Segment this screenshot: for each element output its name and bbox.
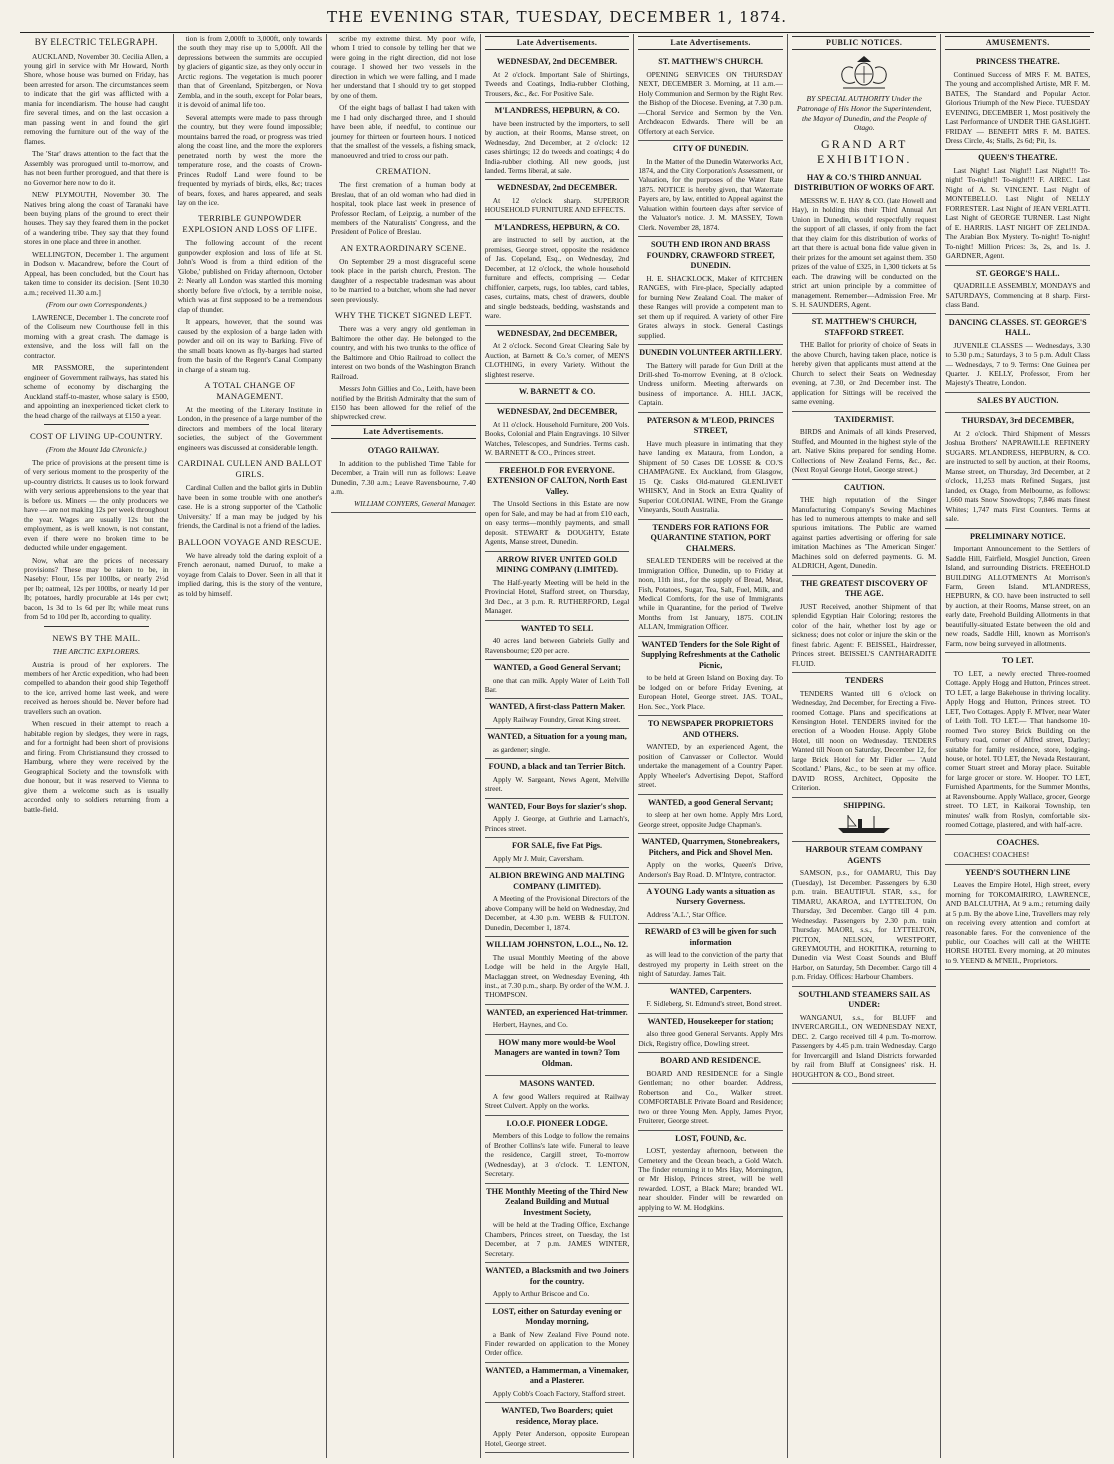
ad-heading: WANTED TO SELL — [520, 623, 594, 633]
ad-body: QUADRILLE ASSEMBLY, MONDAYS and SATURDAYS, Commencing at 8 sharp. First-class Band. — [945, 281, 1091, 310]
news-paragraph: NEW PLYMOUTH, November 30. The Natives bring along the coast of Taranaki have been buying plans of the ground to erect their houses. They say they feared them in the pocket of a wandering tribe. They say that they found stores in one place and three in another. — [24, 190, 169, 247]
ad-heading: DUNEDIN VOLUNTEER ARTILLERY. — [639, 348, 782, 358]
news-paragraph: It appears, however, that the sound was caused by the explosion of a barge laden with powder and oil on its way to Barking. Five of the small boats known as fly-barges had started from the basin of the Regent's Canal Company in charge of a steam tug. — [177, 317, 323, 374]
advertisement — [638, 413, 783, 520]
ad-heading: HOW many more would-be Wool Managers are wanted in town? Tom Oldman. — [494, 1037, 620, 1068]
ad-heading: WANTED, Two Boarders; quiet residence, Moray place. — [501, 1406, 613, 1426]
ad-body: BIRDS and Animals of all kinds Preserved, Stuffed, and Mounted in the highest style of the art. Native Skins prepared for sending Home. Collections of New Zealand Ferns, &c., &c. (Next Royal George Hotel, George street.) — [791, 427, 937, 475]
advertisement — [638, 1053, 783, 1130]
advertisement — [638, 54, 783, 141]
ad-body: 40 acres land between Gabriels Gully and Ravensbourne; £20 per acre. — [484, 636, 630, 655]
advertisement — [485, 1035, 630, 1077]
ad-heading: WEDNESDAY, 2nd DECEMBER, — [496, 328, 618, 338]
ad-heading: CAUTION. — [843, 482, 885, 492]
advertisement — [792, 576, 937, 673]
news-paragraph: The price of provisions at the present time is of very serious moment to the prosperity of the up-country districts. It causes us to look forward with very serious apprehensions to the year that is before us. Miners — the only producers we have — are not making 12s per week throughout the year. Wages are usually 12s but the employment, as is well known, is not constant, even if there were no broken time to be deducted while under engagement. — [24, 457, 169, 553]
ad-body: LOST, yesterday afternoon, between the Cemetery and the Ocean beach, a Gold Watch. The finder returning it to Mrs Hay, Mornington, or Mr Hislop, Princes street, will be well rewarded. LOST, a Black Mare; branded WL near shoulder. Finder will be rewarded on applying to W. M. Hodgkins. — [638, 1146, 783, 1212]
ad-heading: W. BARNETT & CO. — [518, 386, 596, 396]
ad-heading: OTAGO RAILWAY. — [367, 446, 440, 456]
advertisement — [485, 729, 630, 759]
ad-heading: WEDNESDAY, 2nd DECEMBER, — [496, 407, 618, 417]
advertisement — [485, 384, 630, 405]
news-paragraph: The 'Star' draws attention to the fact that the Assembly was prorogued until to-morrow, and has not been further prorogued, and that there is no Governor here now to do it. — [24, 149, 169, 187]
advertisement — [485, 1403, 630, 1453]
column-6 — [788, 34, 942, 1458]
section-heading: COST OF LIVING UP-COUNTRY. — [29, 431, 163, 442]
ad-heading: M'LANDRESS, HEPBURN, & CO. — [494, 106, 620, 116]
column-2 — [174, 34, 328, 1458]
ad-signature: WILLIAM CONYERS, General Manager. — [354, 498, 476, 508]
ad-heading: MASONS WANTED. — [519, 1079, 595, 1089]
advertisement — [638, 884, 783, 924]
advertisement — [945, 266, 1090, 315]
news-paragraph: Several attempts were made to pass through the country, but they were found impossible; mountains barred the road, or progress was tried along the coast line, and the more the explorers penetrated north by west the more the temperature rose, and the coasts of Crown-Princes Rudolf Land were found to be frequented by myriads of birds, elks, &c; traces of bears, foxes, and hares appeared, and seals lay on the ice. — [177, 112, 323, 207]
advertisement — [792, 987, 937, 1084]
ad-heading: CITY OF DUNEDIN. — [672, 144, 749, 154]
ad-body: Apply on the works, Queen's Drive, Anderson's Bay Road. D. M'Intyre, contractor. — [638, 860, 783, 879]
ad-body: Leaves the Empire Hotel, High street, every morning for TOKOMAIRIRO, LAWRENCE, AND BALCLUTHA, At 9 a.m.; returning daily at 5 p.m. By the above Line, Travellers may rely on receiving every attention and comfort at reasonable fares. For the convenience of the public, our Coaches will call at the WHITE HORSE HOTEL Every morning, at 20 minutes to 9. YEEND & M'NEIL, Proprietors. — [945, 880, 1091, 965]
ads-list — [485, 54, 630, 1453]
advertisement — [792, 480, 937, 576]
advertisement — [485, 1184, 630, 1263]
ad-heading: TENDERS FOR RATIONS FOR QUARANTINE STATION, PORT CHALMERS. — [650, 522, 771, 553]
ad-body: OPENING SERVICES ON THURSDAY NEXT, DECEMBER 3. Morning, at 11 a.m.—Holy Communion and Sermon by the Right Rev. the Bishop of the Diocese. Evening, at 7.30 p.m.—Choral Service and Sermon by the Ven. Archdeacon Edwards. There will be an Offertory at each Service. — [638, 69, 783, 136]
ad-heading: LOST, FOUND, &c. — [675, 1133, 747, 1143]
subheading: (From our own Correspondents.) — [45, 300, 147, 310]
ad-body: JUST Received, another Shipment of that splendid Egyptian Hair Coloring; restores the color of the hair, whether lost by age or sickness; does not color or injure the skin or the finest fabric. Agent: F. BEISSEL, Hairdresser, Princes street. BEISSEL'S CANTHARADITE FLUID. — [791, 601, 937, 668]
divider — [44, 424, 149, 425]
amusements-banner: AMUSEMENTS. — [945, 36, 1090, 50]
ad-body: have been instructed by the importers, to sell by auction, at their Rooms, Manse street, on Wednesday, 2nd December, at 2 o'clock: 12 cases shirtings; 12 do tweeds and coatings; 4 do India-rubber clothing. All new goods, just landed. Terms liberal, at sale. — [484, 118, 630, 175]
ad-body: SAMSON, p.s., for OAMARU, This Day (Tuesday), 1st December. Passengers by 6.30 p.m. train. BEAUTIFUL STAR, s.s., for TIMARU, AKAROA, and LYTTELTON, On Thursday, 3rd December. Cargo till 4 p.m. Wednesday. Passengers by 2.30 p.m. train Thursday. MAORI, s.s., for LYTTELTON, PICTON, NELSON, WESTPORT, GREYMOUTH, and HOKITIKA, returning to Dunedin via West Coast Sounds and Bluff Harbor, on Saturday, 5th December. Cargo till 4 p.m. Friday. Offices: Harbour Chambers. — [791, 868, 937, 982]
advertisement — [485, 759, 630, 798]
ad-body: THE high reputation of the Singer Manufacturing Company's Sewing Machines has led to numerous attempts to make and sell spurious imitations. The Public are warned against parties advertising or offering for sale imitation Machines as 'The American Singer.' Machines sold on deferred payments. G. M. ALDRICH, Agent, Dunedin. — [791, 495, 937, 571]
advertisement — [638, 237, 783, 345]
ad-body: At 2 o'clock. Third Shipment of Messrs Joshua Brothers' NAPRAWILLE REFINERY SUGARS. M'LANDRESS, HEPBURN, & CO. are instructed to sell by auction, at their Rooms, Manse street, on Thursday, 3rd December, at 2 o'clock, 11,253 mats Refined Sugars, just landed, ex Otago, from Melbourne, as follows: 1,660 mats Snow Snowdrops; 7,846 mats finest Whites; 1,747 mats First Counters. Terms at sale. — [945, 428, 1091, 524]
ad-body: BOARD AND RESIDENCE for a Single Gentleman; no other boarder. Address, Robertson and Co., Walker street. COMFORTABLE Private Board and Residence; two or three Young Men. Apply, James Pryor, Fruiterer, George street. — [638, 1068, 783, 1126]
late-ads-banner: Late Advertisements. — [331, 425, 476, 439]
section-heading: TERRIBLE GUNPOWDER EXPLOSION AND LOSS OF LIFE. — [182, 213, 318, 235]
late-ads-banner: Late Advertisements. — [485, 36, 630, 50]
ad-heading: WILLIAM JOHNSTON, L.O.L., No. 12. — [486, 940, 629, 950]
ad-body: as gardener; single. — [492, 744, 550, 754]
ad-body: SEALED TENDERS will be received at the Immigration Office, Dunedin, up to Friday at noon, 11th inst., for the supply of Bread, Meat, Fish, Potatoes, Sugar, Tea, Salt, Fuel, Milk, and Medical Comforts, for the use of Immigrants while in Quarantine, for the period of Twelve Months from 1st January, 1875. COLIN ALLAN, Immigration Officer. — [638, 556, 783, 632]
ad-body: WANTED, by an experienced Agent, the position of Canvasser or Collector. Would undertake the management of a Country Paper. Apply Wheeler's Advertising Depot, Stafford street. — [638, 742, 783, 790]
advertisement — [485, 868, 630, 937]
ad-heading: WANTED, a good General Servant; — [647, 797, 774, 807]
ads-list — [638, 54, 783, 1217]
ad-heading: ARROW RIVER UNITED GOLD MINING COMPANY (LIMITED). — [495, 554, 619, 575]
news-paragraph: There was a very angry old gentleman in Baltimore the other day. He belonged to the country, and with his two trunks to the office of the Baltimore and Ohio Railroad to collect the interest on two bonds of the Washington Branch Railroad. — [331, 324, 476, 381]
ad-heading: SOUTHLAND STEAMERS SAIL AS UNDER: — [798, 989, 931, 1010]
ad-heading: WANTED, a Situation for a young man, — [487, 732, 627, 742]
section-heading: AN EXTRAORDINARY SCENE. — [340, 242, 467, 253]
ad-body: as will lead to the conviction of the party that destroyed my property in Leith street on the night of Saturday. James Tait. — [638, 950, 783, 979]
news-paragraph: The first cremation of a human body at Breslau, that of an old woman who had died in hospital, took place last week in presence of Professor Reclam, of Leipzig, a number of the members of the Naturalists' Congress, and the President of Police of Breslau. — [331, 180, 476, 237]
ad-heading: ALBION BREWING AND MALTING COMPANY (LIMITED). — [489, 871, 625, 891]
advertisement — [485, 1005, 630, 1035]
ad-body: THE Ballot for priority of choice of Seats in the above Church, having taken place, notice is hereby given that applicants must attend at the Church to select their Seats on Wednesday evening, at 7.30, or 2nd December inst. The application for Sittings will be received the same evening. — [791, 340, 937, 407]
advertisement — [485, 1263, 630, 1303]
advertisement — [638, 795, 783, 834]
section-heading: NEWS BY THE MAIL. — [52, 632, 141, 643]
ad-body: a Bank of New Zealand Five Pound note. Finder rewarded on application to the Money Order office. — [484, 1329, 630, 1358]
advertisement — [485, 463, 630, 552]
news-paragraph: When rescued in their attempt to reach a habitable region by sledges, they were in rags, and for a fortnight had been short of provisions and firing. From Christiansund they crossed to Hamburg, where they were received by the Geographical Society and the townsfolk with due honour, but it was reserved to Vienna to give them a welcome such as is usually accorded only to soldiers returning from a battle-field. — [24, 719, 169, 814]
ad-heading: TENDERS — [844, 676, 884, 686]
late-ads-banner: Late Advertisements. — [638, 36, 783, 50]
ad-body: are instructed to sell by auction, at the premises, George street, opposite the residence of Jas. Copeland, Esq., on Wednesday, 2nd December, at 12 o'clock, the whole household furniture and effects, comprising — Cedar chiffonier, carpets, rugs, loo tables, card tables, cases, curtains, mats, chest of drawers, double and single bedsteads, bedding, washstands and ware. — [484, 235, 630, 321]
ad-heading: BOARD AND RESIDENCE. — [660, 1056, 761, 1066]
masthead-title: THE EVENING STAR, TUESDAY, DECEMBER 1, 1874. — [326, 8, 788, 26]
ad-body: to sleep at her own home. Apply Mrs Lord, George street, opposite Judge Chapman's. — [638, 810, 783, 829]
ad-heading: WANTED, A first-class Pattern Maker. — [488, 702, 626, 712]
advertisement — [485, 621, 630, 660]
advertisement — [792, 798, 937, 843]
advertisement — [792, 170, 937, 315]
news-paragraph: tion is from 2,000ft to 3,000ft, only towards the south they may rise up to 5,000ft. All the depressions between the summits are occupied by glaciers of gigantic size, as they only occur in Arctic regions. The vegetation is much poorer than that of Greenland, Spitzbergen, or Nova Zembla, and in the south, except for Polar bears, it is devoid of animal life too. — [177, 34, 323, 110]
advertisement — [638, 345, 783, 413]
advertisement — [792, 314, 937, 411]
news-paragraph: Messrs John Gillies and Co., Leith, have been notified by the British Admiralty that the sum of £150 has been allowed for the relief of the shipwrecked crew. — [331, 384, 476, 422]
advertisement — [638, 984, 783, 1014]
advertisement — [638, 1131, 783, 1218]
ad-heading: WANTED, a Good General Servant; — [493, 663, 621, 673]
ad-heading: YEEND'S SOUTHERN LINE — [964, 867, 1071, 877]
news-paragraph: The following account of the recent gunpowder explosion and loss of life at St. John's Wood is from a third edition of the 'Globe,' published on Friday afternoon, October 2: Nearly all London was startled this morning shortly before five o'clock, by a terrible noise, which was at first supposed to be a tremendous clap of thunder. — [177, 238, 323, 314]
ad-body: Apply Cobb's Coach Factory, Stafford street. — [492, 1388, 626, 1398]
ad-body: A few good Wallers required at Railway Street Culvert. Apply on the works. — [484, 1091, 630, 1111]
telegraph-heading: BY ELECTRIC TELEGRAPH. — [34, 37, 158, 47]
advertisement — [485, 1304, 630, 1363]
ad-heading: WANTED, Housekeeper for station; — [647, 1016, 774, 1026]
ad-heading: HARBOUR STEAM COMPANY AGENTS — [805, 845, 923, 865]
ad-heading: TO NEWSPAPER PROPRIETORS AND OTHERS. — [647, 719, 774, 739]
ad-heading: FOR SALE, five Fat Pigs. — [511, 841, 603, 851]
news-paragraph: Of the eight bags of ballast I had taken with me I had only discharged three, and I should have been able, if needful, to continue our journey for thirteen or fourteen hours. I noticed that the smallest of the vessels, a fishing smack, manoeuvred and tried to cross our path. — [331, 103, 476, 160]
ad-body: Herbert, Haynes, and Co. — [492, 1020, 568, 1030]
ad-heading: WEDNESDAY, 2nd DECEMBER. — [496, 57, 618, 67]
advertisement — [485, 838, 630, 868]
advertisement — [792, 842, 937, 987]
news-paragraph: Austria is proud of her explorers. The members of her Arctic expedition, who had been compelled to abandon their good ship Tegethoff to the ice, arrived home last week, and were received as heroes should be. Never before had travellers such an ovation. — [24, 659, 169, 716]
ad-heading: WANTED, Four Boys for slazier's shop. — [487, 801, 627, 811]
ad-body: Apply J. George, at Guthrie and Larnach's, Princes street. — [484, 814, 630, 833]
ad-body: F. Sidleberg, St. Edmund's street, Bond street. — [646, 999, 782, 1009]
ad-body: Apply to Arthur Briscoe and Co. — [492, 1289, 590, 1299]
ad-heading: I.O.O.F. PIONEER LODGE. — [506, 1118, 608, 1128]
advertisement — [792, 673, 937, 798]
news-paragraph: On September 29 a most disgraceful scene took place in the parish church, Preston. The daughter of a respectable tradesman was about to be married to a butcher, whom she had never seen previously. — [331, 256, 476, 304]
masthead — [20, 8, 1094, 33]
ad-heading: HAY & CO.'S THIRD ANNUAL DISTRIBUTION OF WORKS OF ART. — [794, 172, 935, 193]
ad-heading: WANTED, Carpenters. — [669, 986, 752, 996]
ad-heading: PATERSON & M'LEOD, PRINCES STREET, — [646, 415, 775, 436]
ad-body: The Half-yearly Meeting will be held in the Provincial Hotel, Stafford street, on Thursday, 3rd Dec., at 3 p.m. R. RUTHERFORD, Legal Manager. — [484, 577, 630, 616]
ad-body: At 11 o'clock. Household Furniture, 200 Vols. Books, Colonial and Plain Engravings. 10 Silver Watches, Telescopes, and Sundries. Terms cash. W. BARNETT & CO., Princes street. — [484, 419, 630, 458]
ad-body: In the Matter of the Dunedin Waterworks Act, 1874, and the City Corporation's Assessment, or Valuation, for the purposes of the Water Rate 1875. NOTICE is hereby given, that Waterrate Payers are, by law, entitled to Appeal against the Valuation within fourteen days after service of the Valuator's notice. J. M. MASSEY, Town Clerk. November 28, 1874. — [638, 156, 783, 232]
ad-heading: WANTED Tenders for the Sole Right of Supplying Refreshments at the Catholic Picnic, — [641, 639, 781, 670]
section-heading: CARDINAL CULLEN AND BALLOT GIRLS. — [177, 458, 322, 480]
ad-heading: WANTED, Quarrymen, Stonebreakers, Pitchers, and Pick and Shovel Men. — [641, 837, 780, 857]
ad-heading: QUEEN'S THEATRE. — [978, 153, 1058, 163]
ad-heading: REWARD of £3 will be given for such information — [644, 927, 777, 947]
ad-body: Apply Peter Anderson, opposite European Hotel, George street. — [484, 1429, 630, 1448]
ad-body: also three good General Servants. Apply Mrs Dick, Registry office, Dowling street. — [638, 1029, 783, 1048]
news-paragraph: LAWRENCE, December 1. The concrete roof of the Coliseum new Courthouse fell in this morning with a great crash. The damage is extensive, and the loss will fall on the contractor. — [24, 312, 169, 360]
advertisement — [485, 937, 630, 1005]
ad-body: Apply W. Sargeant, News Agent, Melville street. — [484, 774, 630, 794]
advertisement — [638, 924, 783, 983]
news-paragraph: At the meeting of the Literary Institute in London, in the presence of a large number of the directors and members of the local literary societies, the subject of the Government engineers was discussed at considerable length. — [177, 405, 323, 452]
column-1 — [20, 34, 174, 1458]
news-paragraph: Now, what are the prices of necessary provisions? These may be taken to be, in Naseby: Flour, 15s per 100lbs, or nearly 2½d per lb; oatmeal, 12s per 100lbs, or nearly 1d per lb; potatoes, hardly procurable at 14s per cwt; bacon, 1s 3d to 1s 6d per lb; while meat runs from 5d to 10d per lb, according to quality. — [24, 555, 169, 622]
ad-body: At 2 o'clock. Second Great Clearing Sale by Auction, at Barnett & Co.'s corner, of MEN'S CLOTHING, in every Variety. Without the slightest reserve. — [484, 341, 630, 379]
ad-body: TENDERS Wanted till 6 o'clock on Wednesday, 2nd December, for Erecting a Five-roomed Cottage. Plans and specifications at Kensington Hotel. TENDERS invited for the erection of a Wooden House. Apply Globe Hotel, till noon on Wednesday. TENDERS Wanted till Noon on Saturday, December 12, for large Brick Hotel for Mr Fidler — 'Auld Scotland.' Plans, &c., to be seen at my office. DAVID ROSS, Architect, Opposite the Criterion. — [791, 688, 937, 793]
ads-list — [945, 54, 1090, 970]
advertisement — [945, 835, 1090, 865]
section-heading: CREMATION. — [375, 166, 432, 177]
advertisement — [485, 1116, 630, 1184]
ad-heading: DANCING CLASSES. ST. GEORGE'S HALL. — [948, 317, 1087, 338]
advertisement — [485, 326, 630, 384]
ad-body: one that can milk. Apply Water of Leith Toll Bar. — [484, 675, 630, 694]
royal-patronage: BY SPECIAL AUTHORITY Under the Patronage of His Honor the Superintendent, the Mayor of Dunedin, and the People of Otago. — [796, 94, 932, 133]
news-paragraph: We have already told the daring exploit of a French aeronaut, named Duruof, to make a voyage from Calais to Dover. Seen in all that it implied daring, this is the story of the venture, as told by himself. — [177, 550, 323, 598]
advertisement — [485, 699, 630, 729]
ad-body: JUVENILE CLASSES — Wednesdays, 3.30 to 5.30 p.m.; Saturdays, 3 to 5 p.m. Adult Class — Wednesdays, 7 to 9. Terms: One Guinea per Quarter. J. KELLY, Professor, From her Majesty's Theatre, London. — [945, 340, 1091, 388]
ad-heading: WANTED, an experienced Hat-trimmer. — [486, 1007, 628, 1017]
advertisement — [945, 865, 1090, 971]
column-5 — [634, 34, 788, 1458]
ads-list — [792, 170, 937, 1084]
ad-body: In addition to the published Time Table for December, a Train will run as follows: Leave Dunedin, 7.30 a.m.; Leave Ravensbourne, 7.40 a.m. — [331, 458, 476, 497]
section-heading: A TOTAL CHANGE OF MANAGEMENT. — [204, 380, 296, 401]
advertisement — [638, 520, 783, 637]
ad-heading: SOUTH END IRON AND BRASS FOUNDRY, CRAWFORD STREET, DUNEDIN. — [646, 240, 775, 271]
ad-heading: WEDNESDAY, 2nd DECEMBER. — [496, 183, 618, 193]
public-notices-banner: PUBLIC NOTICES. — [792, 36, 937, 50]
ad-heading: COACHES. — [996, 837, 1040, 847]
advertisement — [485, 103, 630, 180]
ad-body: The Unsold Sections in this Estate are now open for Sale, and may be had at from £10 each, on easy terms—monthly payments, and small deposit. STEWART & DOUGHTY, Estate Agents, Manse street, Dunedin. — [484, 499, 630, 547]
divider — [44, 626, 149, 627]
advertisement — [331, 443, 476, 513]
advertisement — [638, 834, 783, 884]
subheading: (From the Mount Ida Chronicle.) — [46, 445, 147, 455]
advertisement — [945, 653, 1090, 834]
ad-heading: FOUND, a black and tan Terrier Bitch. — [488, 762, 626, 772]
ad-body: to be held at Green Island on Boxing day. To be lodged on or before Friday Evening, at European Hotel, George street. JAS. TOAL, Hon. Sec., York Place. — [638, 673, 783, 711]
ad-body: Members of this Lodge to follow the remains of Brother Collins's late wife. Funeral to leave the residence, Cargill street, To-morrow (Wednesday), at 3 o'clock. T. LENTON, Secretary. — [484, 1131, 630, 1179]
advertisement — [485, 54, 630, 103]
ad-body: TO LET, a newly erected Three-roomed Cottage. Apply Hogg and Hutton, Princes street. TO LET, a large Bakehouse in thriving locality. Apply Hogg and Hutton, Princes street. TO LET, Two Cottages. Apply F. M'Iver, near Water of Leith Toll. TO LET.— That handsome 10-roomed Two storey Brick Building on the Forbury road, corner of Alfred street, Darley; suitable for family residence, store, lodging-house, or hotel. TO LET, the Nevada Restaurant, corner Stuart street and Moray place. Suitable for large grocer or store. W. Hooper. TO LET, Furnished Apartments, for the Summer Months, at Ravensbourne. Apply Wallace, grocer, George street. TO LET, in Kaikorai Township, ten minutes' walk from Roslyn, comfortable six-roomed Cottage, plastered, and with half-acre. — [945, 668, 1091, 830]
advertisement — [485, 180, 630, 219]
ad-body: The Battery will parade for Gun Drill at the Drill-shed To-morrow Evening, at 8 o'clock. Undress uniform. Meeting afterwards on business of importance. A. HILL JACK, Captain. — [638, 360, 783, 408]
ad-heading: PRELIMINARY NOTICE. — [970, 531, 1066, 541]
ad-body: Apply Mr J. Muir, Caversham. — [492, 853, 584, 863]
ad-heading: SALES BY AUCTION. — [977, 395, 1059, 405]
advertisement — [485, 552, 630, 621]
advertisement — [638, 637, 783, 716]
ad-heading: THE GREATEST DISCOVERY OF THE AGE. — [800, 578, 928, 599]
section-heading: BALLOON VOYAGE AND RESCUE. — [178, 536, 322, 547]
ad-heading: THURSDAY, 3rd DECEMBER, — [961, 416, 1074, 426]
advertisement — [485, 660, 630, 699]
section-heading: WHY THE TICKET SIGNED LEFT. — [334, 310, 473, 321]
ad-heading: M'LANDRESS, HEPBURN, & CO. — [494, 222, 620, 232]
ad-heading: FREEHOLD FOR EVERYONE. EXTENSION OF CALTON, North East Valley. — [487, 465, 628, 496]
newspaper-columns — [20, 34, 1094, 1458]
ad-heading: ST. MATTHEW'S CHURCH, STAFFORD STREET. — [811, 317, 917, 337]
advertisement — [485, 799, 630, 838]
ad-body: MESSRS W. E. HAY & CO. (late Howell and Hay), in holding this their Third Annual Art Union in Dunedin, would respectfully request the support of all classes, if only from the fact that they claim for this distribution of works of art that there is actual bona fide value given in their prizes for the amount set against them. 350 prizes of the value of £325, in 1,300 tickets at 5s each. The drawing will be conducted on the strict art union principle by a committee of management. Remember—Admission Free. Mr S. H. SAUNDERS, Agent. — [791, 195, 937, 309]
advertisement — [638, 1014, 783, 1053]
ad-heading: LOST, either on Saturday evening or Monday morning, — [492, 1306, 622, 1327]
ad-heading: SHIPPING. — [843, 800, 885, 810]
ad-body: A Meeting of the Provisional Directors of the above Company will be held on Wednesday, 2nd December, at 4.30 p.m. WEBB & FULTON. Dunedin, December 1, 1874. — [484, 894, 630, 932]
advertisement — [638, 141, 783, 237]
column-4 — [481, 34, 635, 1458]
ad-body: H. E. SHACKLOCK, Maker of KITCHEN RANGES, with Fire-place, Specially adapted for burning New Zealand Coal. The maker of these Ranges will provide a competent man to set them up if required. A variety of other Fire Grates always in stock. General Castings supplied. — [638, 273, 783, 340]
ad-body: Last Night! Last Night!! Last Night!!! To-night! To-night!! To-night!!! F. AIREC. Last Night of A. St. VINCENT. Last Night of MONTEBELLO. Last Night of NELLY FORRESTER. Last Night of JEAN VERLATTI. Last Night of GEORGE TURNER. Last Night of E. HARRIS. LAST NIGHT OF ZELINDA. The Arabian Box Mystery. To-night! To-night! To-night! Million Prices: 3s, 2s, and 1s. J. GARDNER, Agent. — [945, 165, 1091, 261]
news-paragraph: AUCKLAND, November 30. Cecilia Allen, a young girl in service with Mr Howard, North Shore, whose house was burned on Friday, has been arrested for arson. The circumstances seem to indicate that the girl was afflicted with a mania for incendiarism. The house had caught fire several times, and on the last occasion a man passing went in and found the girl removing the furniture out of the way of the flames. — [24, 51, 169, 146]
ad-heading: PRINCESS THEATRE. — [975, 57, 1060, 67]
advertisement — [485, 220, 630, 326]
column-3 — [327, 34, 481, 1458]
royal-crest-icon — [829, 54, 899, 92]
ad-heading: WANTED, a Hammerman, a Vinemaker, and a Plasterer. — [485, 1365, 629, 1386]
ad-body: WANGANUI, s.s., for BLUFF and INVERCARGILL, ON WEDNESDAY NEXT, DEC. 2. Cargo received till 4 p.m. To-morrow. Passengers by 4.45 p.m. train Wednesday. Cargo for Invercargill and Island Districts forwarded by rail from Bluff at Consignees' risk. H. HOUGHTON & CO., Bond street. — [791, 1012, 937, 1079]
ad-body: The usual Monthly Meeting of the above Lodge will be held in the Argyle Hall, Maclaggan street, on Wednesday Evening, 4th inst., at 7.30 p.m., sharp. By order of the W.M. J. THOMPSON. — [484, 952, 630, 1000]
ad-heading: THE Monthly Meeting of the Third New Zealand Building and Mutual Investment Society, — [486, 1186, 628, 1217]
ad-heading: TAXIDERMIST. — [834, 414, 894, 424]
ad-body: Continued Success of MRS F. M. BATES, The young and accomplished Artiste, MR F. M. BATES, The Standard and Popular Actor. Glorious Triumph of the New Piece. TUESDAY EVENING, DECEMBER 1, Most positively the Last Performance of UNDER THE GASLIGHT. FRIDAY — BENEFIT MRS F. M. BATES. Dress Circle, 4s; Stalls, 2s 6d; Pit, 1s. — [945, 69, 1091, 146]
ad-heading: A YOUNG Lady wants a situation as Nursery Governess. — [646, 886, 775, 907]
ad-body: Address 'A.L.', Star Office. — [646, 909, 727, 919]
exhibition-title: GRAND ART EXHIBITION. — [817, 137, 912, 167]
advertisement — [485, 404, 630, 462]
ad-heading: ST. GEORGE'S HALL. — [975, 268, 1060, 278]
advertisement — [485, 1076, 630, 1115]
news-paragraph: Cardinal Cullen and the ballot girls in Dublin have been in some trouble with one another's case. He is a strong supporter of the 'Catholic University.' If a man may be judged by his friends, the Cardinal is not a friend of the ladies. — [177, 483, 323, 531]
ad-body: Important Announcement to the Settlers of Saddle Hill, Fairfield, Mosgiel Junction, Green Island, and surrounding Districts. FREEHOLD BUILDING ALLOTMENTS At Morrison's Farm, Green Island. M'LANDRESS, HEPBURN, & CO. have been instructed to sell by auction, at their Rooms, Manse street, on an early date, Freehold Building Allotments in that beautifully-situated Estate between the old and new roads, Saddle Hill, known as Morrison's Farm, now being surveyed in allotments. — [945, 544, 1091, 648]
subheading: THE ARCTIC EXPLORERS. — [52, 646, 140, 656]
advertisement — [792, 412, 937, 480]
advertisement — [638, 716, 783, 794]
ad-body: Have much pleasure in intimating that they have landing ex Mataura, from London, a Shipment of 50 Cases DE LOSSE & CO.'S CHAMPAGNE. Ex Auckland, from Glasgow, 15 Qr. Casks Old-matured GLENLIVET WHISKY, And in Stock an Extra Quality of Superior COLONIAL WINE, From the Grange Vineyards, South Australia. — [638, 438, 783, 515]
ad-body: COACHES! COACHES! — [953, 850, 1030, 860]
advertisement — [945, 393, 1090, 414]
advertisement — [945, 54, 1090, 150]
advertisement — [945, 529, 1090, 654]
advertisement — [945, 413, 1090, 528]
ad-body: At 12 o'clock sharp. SUPERIOR HOUSEHOLD FURNITURE AND EFFECTS. — [484, 195, 630, 215]
ad-heading: WANTED, a Blacksmith and two Joiners for the country. — [485, 1266, 629, 1286]
advertisement — [945, 315, 1090, 393]
ad-heading: ST. MATTHEW'S CHURCH. — [658, 57, 763, 67]
steamship-icon — [834, 813, 894, 835]
news-paragraph: WELLINGTON, December 1. The argument in Dodson v. Macandrew, before the Court of Appeal, has been concluded, but the Court has taken time to consider its decision. [Sent 10.30 a.m.; received 11.30 a.m.] — [24, 249, 169, 297]
ad-heading: TO LET. — [1001, 656, 1034, 666]
ad-body: At 2 o'clock. Important Sale of Shirtings, Tweeds and Coatings, India-rubber Clothing, Trousers, &c., &c. For Positive Sale. — [484, 69, 630, 98]
advertisement — [945, 150, 1090, 265]
advertisement — [485, 1363, 630, 1403]
ad-body: will be held at the Trading Office, Exchange Chambers, Princes street, on Tuesday, the 1st December, at 7 p.m. JAMES WINTER, Secretary. — [484, 1220, 630, 1258]
news-paragraph: scribe my extreme thirst. My poor wife, whom I tried to console by telling her that we were going in the right direction, did not lose courage. I showed her two vessels in the direction in which we were falling, and I made her understand that I should try to get stopped by one of them. — [331, 34, 476, 100]
ad-body: Apply Railway Foundry, Great King street. — [492, 714, 621, 724]
column-7 — [941, 34, 1094, 1458]
news-paragraph: MR PASSMORE, the superintendent engineer of Government railways, has stated his scheme of economy by discharging the Auckland staff-to-master, whose salary is £500, and appointing an inexperienced ticket clerk to the head charge of the railways at £150 a year. — [24, 363, 169, 420]
